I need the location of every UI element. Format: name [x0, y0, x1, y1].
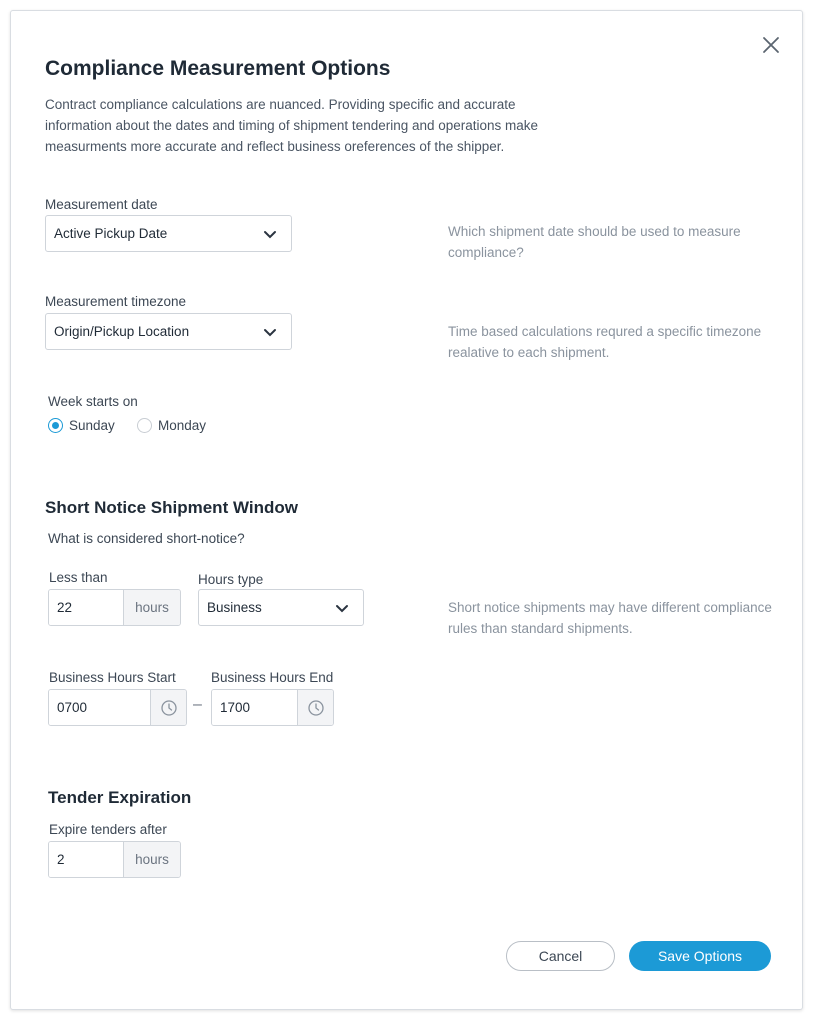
- measurement-timezone-label: Measurement timezone: [45, 294, 187, 309]
- measurement-date-value: Active Pickup Date: [54, 226, 168, 241]
- hours-type-label: Hours type: [198, 572, 264, 587]
- short-notice-question: What is considered short-notice?: [48, 531, 245, 546]
- radio-label-monday: Monday: [158, 418, 207, 434]
- tender-expiration-heading: Tender Expiration: [48, 788, 192, 807]
- expire-tenders-input[interactable]: [49, 842, 123, 877]
- hours-unit-addon: hours: [123, 842, 180, 877]
- save-options-button[interactable]: Save Options: [629, 941, 771, 971]
- expire-tenders-label: Expire tenders after: [49, 822, 167, 837]
- measurement-date-help: Which shipment date should be used to measure compliance?: [448, 224, 741, 260]
- hours-type-select[interactable]: [198, 589, 364, 626]
- business-hours-start-label: Business Hours Start: [49, 670, 176, 685]
- cancel-button[interactable]: Cancel: [506, 941, 615, 971]
- modal-description: Contract compliance calculations are nuanced. Providing specific and accurate information about the dates and timing of shipment tendering and operations make measurments more accurate and reflect business oreferences of the shipper.: [45, 97, 539, 154]
- business-hours-start-input[interactable]: [49, 690, 150, 725]
- less-than-input[interactable]: [49, 590, 123, 625]
- chevron-down-icon: [335, 604, 349, 613]
- clock-icon[interactable]: [150, 690, 186, 725]
- radio-checked-icon: [48, 418, 63, 433]
- business-hours-start-group: [48, 689, 187, 726]
- measurement-date-select[interactable]: [45, 215, 292, 252]
- modal-title: Compliance Measurement Options: [45, 57, 391, 80]
- clock-icon[interactable]: [297, 690, 333, 725]
- short-notice-help: Short notice shipments may have different compliance rules than standard shipments.: [448, 600, 772, 636]
- measurement-date-label: Measurement date: [45, 197, 158, 212]
- less-than-input-group: [48, 589, 181, 626]
- business-hours-end-input[interactable]: [212, 690, 297, 725]
- business-hours-end-label: Business Hours End: [211, 670, 334, 685]
- hours-unit-addon: hours: [123, 590, 180, 625]
- less-than-label: Less than: [49, 570, 108, 585]
- week-start-label: Week starts on: [48, 394, 138, 409]
- short-notice-heading: Short Notice Shipment Window: [45, 498, 298, 517]
- business-hours-end-group: [211, 689, 334, 726]
- hours-type-value: Business: [207, 600, 262, 615]
- expire-tenders-input-group: [48, 841, 181, 878]
- measurement-timezone-value: Origin/Pickup Location: [54, 324, 190, 339]
- measurement-timezone-select[interactable]: [45, 313, 292, 350]
- radio-unchecked-icon: [137, 418, 152, 433]
- radio-label-sunday: Sunday: [69, 418, 115, 434]
- measurement-timezone-help: Time based calculations requred a specific timezone realative to each shipment.: [448, 324, 762, 360]
- chevron-down-icon: [263, 230, 277, 239]
- chevron-down-icon: [263, 328, 277, 337]
- week-start-radio-sunday[interactable]: [48, 417, 115, 435]
- compliance-options-modal: [10, 10, 803, 1010]
- week-start-radio-monday[interactable]: [137, 417, 206, 435]
- time-range-separator: –: [193, 696, 202, 713]
- close-icon[interactable]: [761, 35, 781, 55]
